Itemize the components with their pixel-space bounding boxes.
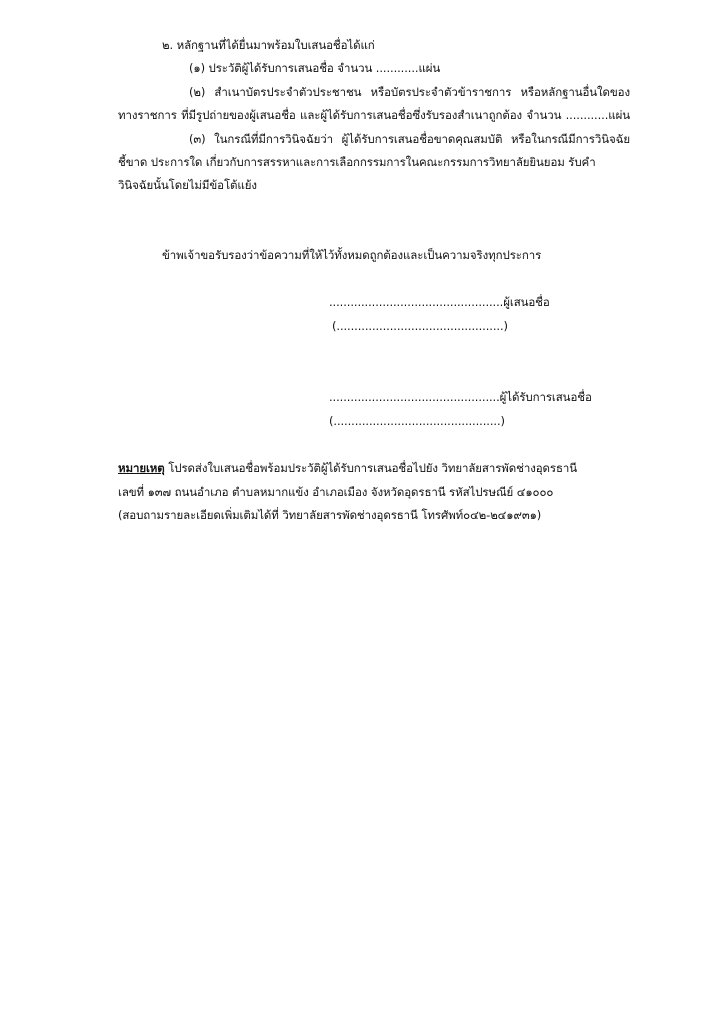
note-line-3: (สอบถามรายละเอียดเพิ่มเติมได้ที่ วิทยาลัยสารพัดช่างอุดรธานี โทรศัพท์๐๔๒-๒๔๑๙๓๑)	[118, 508, 542, 522]
nominee-signature-line: ................................................ผู้ได้รับการเสนอชื่อ	[329, 390, 592, 404]
evidence-item-3-line-1: (๓) ในกรณีที่มีการวินิจฉัยว่า ผู้ได้รับการเสนอชื่อขาดคุณสมบัติ หรือในกรณีมีการวินิจฉัย	[189, 132, 630, 146]
note-text-1: โปรดส่งใบเสนอชื่อพร้อมประวัติผู้ได้รับการเสนอชื่อไปยัง วิทยาลัยสารพัดช่างอุดรธานี	[164, 461, 577, 475]
note-line-2: เลขที่ ๑๓๗ ถนนอำเภอ ตำบลหมากแข้ง อำเภอเมือง จังหวัดอุดรธานี รหัสไปรษณีย์ ๔๑๐๐๐	[118, 485, 554, 499]
evidence-item-2-line-2: ทางราชการ ที่มีรูปถ่ายของผู้เสนอชื่อ และผู้ได้รับการเสนอชื่อซึ่งรับรองสำเนาถูกต้อง จำนวน ............แผ่น	[118, 108, 630, 122]
note-line-1	[118, 460, 577, 476]
certification-statement: ข้าพเจ้าขอรับรองว่าข้อความที่ให้ไว้ทั้งหมดถูกต้องและเป็นความจริงทุกประการ	[162, 248, 542, 262]
evidence-heading: ๒. หลักฐานที่ได้ยื่นมาพร้อมใบเสนอชื่อได้แก่	[162, 38, 375, 52]
note-label: หมายเหตุ	[118, 461, 165, 475]
evidence-item-2-line-1: (๒) สำเนาบัตรประจำตัวประชาชน หรือบัตรประจำตัวข้าราชการ หรือหลักฐานอื่นใดของ	[189, 85, 630, 99]
evidence-item-3-line-2: ชี้ขาด ประการใด เกี่ยวกับการสรรหาและการเลือกกรรมการในคณะกรรมการวิทยาลัยยินยอม รับคำ	[118, 155, 596, 169]
nominee-name-line: (...............................................)	[329, 414, 505, 428]
nominator-signature-line: .................................................ผู้เสนอชื่อ	[329, 295, 550, 309]
evidence-item-3-line-3: วินิจฉัยนั้นโดยไม่มีข้อโต้แย้ง	[118, 178, 257, 192]
evidence-item-1: (๑) ประวัติผู้ได้รับการเสนอชื่อ จำนวน ............แผ่น	[189, 61, 441, 75]
nominator-name-line: (...............................................)	[332, 319, 508, 333]
